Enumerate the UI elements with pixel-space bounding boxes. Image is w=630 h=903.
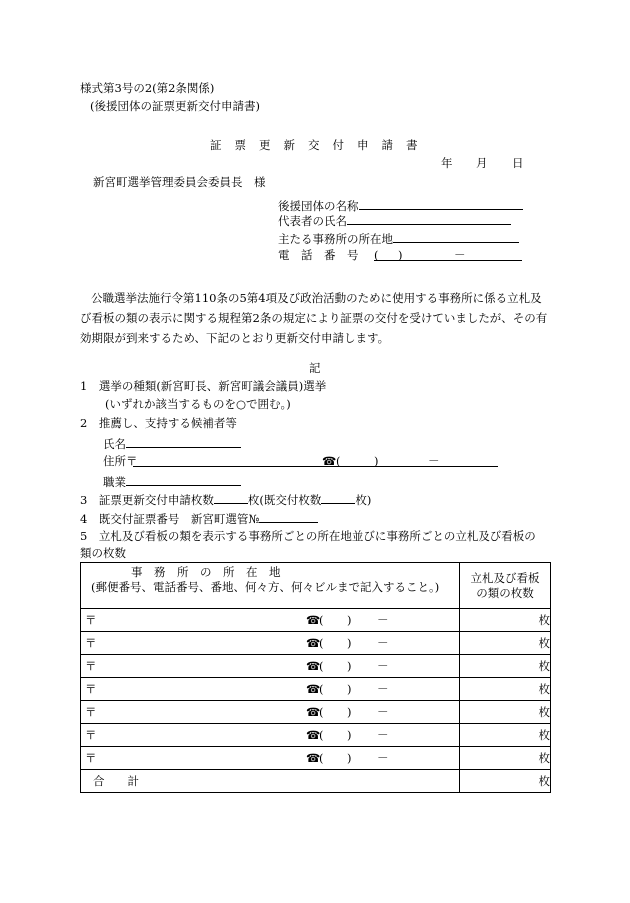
sign-count-cell[interactable] bbox=[460, 632, 551, 655]
total-label: 合 計 bbox=[93, 774, 139, 788]
candidate-name-field[interactable] bbox=[126, 434, 241, 448]
form-number: 様式第3号の2(第2条関係) bbox=[80, 81, 215, 95]
phone-icon: ☎ bbox=[306, 613, 321, 627]
sign-count-cell[interactable] bbox=[460, 724, 551, 747]
phone-icon: ☎ bbox=[306, 659, 321, 673]
total-row[interactable] bbox=[81, 770, 551, 793]
phone-dash: － bbox=[377, 636, 389, 650]
addressee: 新宮町選挙管理委員会委員長 様 bbox=[93, 175, 266, 189]
phone-icon: ☎ bbox=[306, 728, 321, 742]
body-paragraph: 公職選挙法施行令第110条の5第4項及び政治活動のために使用する事務所に係る立札及び看板の類の表示に関する規程第2条の規定により証票の交付を受けていましたが、その有効期限が到来するため、下記のとおり更新交付申請します。 bbox=[80, 291, 548, 345]
phone-dash: － bbox=[377, 751, 389, 765]
office-address-label: 主たる事務所の所在地 bbox=[278, 232, 393, 246]
paren-open: ( bbox=[319, 682, 324, 696]
phone-label: 電 話 番 号 bbox=[278, 248, 359, 262]
sign-count-cell[interactable] bbox=[460, 678, 551, 701]
item2-job-row bbox=[103, 472, 241, 490]
office-address-field[interactable] bbox=[393, 229, 519, 243]
paren-open: ( bbox=[319, 705, 324, 719]
office-address-cell[interactable] bbox=[81, 701, 460, 724]
renewal-count-field[interactable] bbox=[214, 490, 248, 504]
sign-count-cell[interactable] bbox=[460, 747, 551, 770]
item2-text: 2 推薦し、支持する候補者等 bbox=[80, 416, 237, 430]
sign-count-cell[interactable] bbox=[460, 701, 551, 724]
sign-count-cell[interactable] bbox=[460, 655, 551, 678]
item1-note: (いずれか該当するものを○で囲む。) bbox=[105, 397, 291, 411]
item2-name-label: 氏名 bbox=[103, 437, 126, 451]
item2-dash: － bbox=[428, 454, 440, 468]
table-row[interactable] bbox=[81, 632, 551, 655]
paren-open: ( bbox=[319, 613, 324, 627]
item5-line2: 類の枚数 bbox=[80, 546, 126, 560]
phone-paren-close: ) bbox=[398, 248, 403, 262]
phone-dash: － bbox=[377, 682, 389, 696]
phone-dash: － bbox=[377, 659, 389, 673]
office-address-cell[interactable] bbox=[81, 609, 460, 632]
phone-icon: ☎ bbox=[306, 751, 321, 765]
office-table bbox=[80, 562, 551, 793]
phone-icon: ☎ bbox=[306, 705, 321, 719]
office-address-cell[interactable] bbox=[81, 632, 460, 655]
office-address-cell[interactable] bbox=[81, 655, 460, 678]
table-row[interactable] bbox=[81, 747, 551, 770]
paren-close: ) bbox=[347, 705, 352, 719]
header-count-cell bbox=[460, 563, 551, 609]
phone-underline bbox=[374, 247, 522, 261]
paren-close: ) bbox=[347, 728, 352, 742]
postal-mark: 〒 bbox=[85, 728, 97, 742]
phone-dash: － bbox=[377, 613, 389, 627]
item2-address-label: 住所〒 bbox=[103, 454, 138, 468]
table-row[interactable] bbox=[81, 701, 551, 724]
office-address-cell[interactable] bbox=[81, 747, 460, 770]
paren-open: ( bbox=[319, 728, 324, 742]
total-count-cell[interactable] bbox=[460, 770, 551, 793]
phone-dash: － bbox=[377, 728, 389, 742]
item2-paren-open: ( bbox=[336, 454, 341, 468]
paren-close: ) bbox=[347, 613, 352, 627]
postal-mark: 〒 bbox=[85, 682, 97, 696]
table-row[interactable] bbox=[81, 724, 551, 747]
table-row[interactable] bbox=[81, 678, 551, 701]
office-address-cell[interactable] bbox=[81, 724, 460, 747]
total-label-cell bbox=[81, 770, 460, 793]
unit-label: 枚 bbox=[538, 682, 550, 696]
rep-name-field[interactable] bbox=[347, 211, 511, 225]
unit-label: 枚 bbox=[538, 728, 550, 742]
item5-line1: 5 立札及び看板の類を表示する事務所ごとの所在地並びに事務所ごとの立札及び看板の bbox=[80, 529, 536, 543]
postal-mark: 〒 bbox=[85, 659, 97, 673]
paren-close: ) bbox=[347, 659, 352, 673]
paren-open: ( bbox=[319, 636, 324, 650]
header-count-line2: の類の枚数 bbox=[476, 585, 534, 600]
issued-count-field[interactable] bbox=[321, 490, 355, 504]
date-day: 日 bbox=[512, 156, 524, 170]
total-unit-label: 枚 bbox=[538, 774, 550, 788]
paren-close: ) bbox=[347, 751, 352, 765]
header-address: 事 務 所 の 所 在 地 bbox=[131, 565, 281, 579]
page-title: 証票更新交付申請書 bbox=[210, 138, 431, 152]
phone-paren-open: ( bbox=[374, 248, 379, 262]
candidate-job-field[interactable] bbox=[126, 472, 241, 486]
header-note: (郵便番号、電話番号、番地、何々方、何々ビルまで記入すること。) bbox=[91, 580, 440, 594]
paren-open: ( bbox=[319, 659, 324, 673]
postal-mark: 〒 bbox=[85, 751, 97, 765]
phone-icon: ☎ bbox=[306, 682, 321, 696]
postal-mark: 〒 bbox=[85, 636, 97, 650]
paren-close: ) bbox=[347, 682, 352, 696]
rep-name-row bbox=[278, 211, 511, 229]
item1-text: 1 選挙の種類(新宮町長、新宮町議会議員)選挙 bbox=[80, 379, 327, 393]
header-count-line1: 立札及び看板 bbox=[470, 570, 540, 585]
unit-label: 枚 bbox=[538, 705, 550, 719]
issued-number-field[interactable] bbox=[259, 509, 318, 523]
unit-label: 枚 bbox=[538, 659, 550, 673]
paren-open: ( bbox=[319, 751, 324, 765]
item4-label: 4 既交付証票番号 新宮町選管№ bbox=[80, 512, 260, 526]
postal-mark: 〒 bbox=[85, 705, 97, 719]
unit-label: 枚 bbox=[538, 613, 550, 627]
table-row[interactable] bbox=[81, 609, 551, 632]
rep-name-label: 代表者の氏名 bbox=[278, 214, 347, 228]
sign-count-cell[interactable] bbox=[460, 609, 551, 632]
item4-row bbox=[80, 509, 318, 527]
org-name-field[interactable] bbox=[359, 196, 523, 210]
unit-label: 枚 bbox=[538, 751, 550, 765]
item3-label: 3 証票更新交付申請枚数 bbox=[80, 493, 214, 507]
form-subtitle: (後援団体の証票更新交付申請書) bbox=[90, 99, 260, 113]
phone-dash: － bbox=[377, 705, 389, 719]
item3-issued-label: 枚(既交付枚数 bbox=[247, 493, 322, 507]
phone-icon: ☎ bbox=[322, 454, 337, 468]
item2-job-label: 職業 bbox=[103, 475, 126, 489]
date-month: 月 bbox=[476, 156, 488, 170]
item3-close: 枚) bbox=[355, 493, 372, 507]
paren-close: ) bbox=[347, 636, 352, 650]
item2-name-row bbox=[103, 434, 241, 452]
item3-row bbox=[80, 490, 371, 508]
table-row[interactable] bbox=[81, 655, 551, 678]
header-address-cell bbox=[81, 563, 460, 609]
phone-icon: ☎ bbox=[306, 636, 321, 650]
item2-paren-close: ) bbox=[374, 454, 379, 468]
postal-mark: 〒 bbox=[85, 613, 97, 627]
org-name-label: 後援団体の名称 bbox=[278, 199, 359, 213]
phone-dash: － bbox=[454, 248, 466, 262]
unit-label: 枚 bbox=[538, 636, 550, 650]
office-address-row bbox=[278, 229, 519, 247]
item2-address-row bbox=[103, 453, 503, 469]
table-header-row bbox=[81, 563, 551, 609]
candidate-address-field[interactable] bbox=[133, 453, 498, 467]
ki-heading: 記 bbox=[309, 361, 321, 375]
office-address-cell[interactable] bbox=[81, 678, 460, 701]
date-year: 年 bbox=[441, 156, 453, 170]
